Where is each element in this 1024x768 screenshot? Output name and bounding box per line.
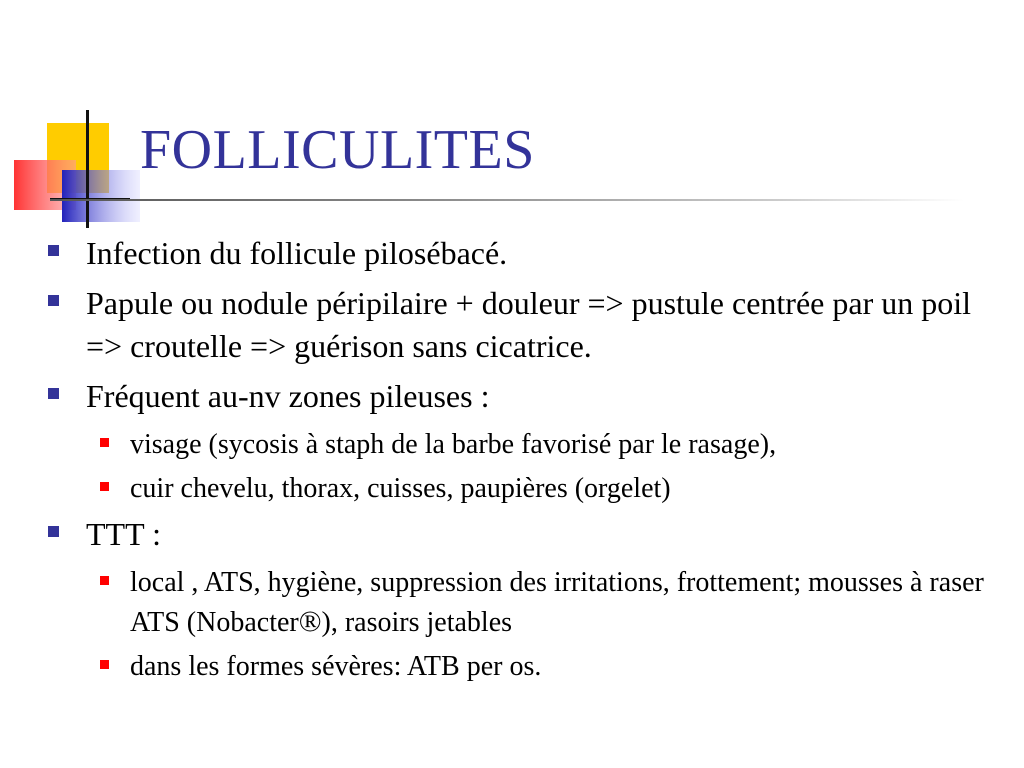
slide-title: FOLLICULITES (140, 119, 535, 181)
square-bullet-icon (48, 295, 59, 306)
bullet-list (44, 232, 984, 691)
list-item-text: Papule ou nodule péripilaire + douleur => pustule centrée par un poil => croutelle => guérison sans cicatrice. (86, 285, 971, 364)
sub-list-item (44, 647, 984, 686)
sub-list-item (44, 563, 984, 642)
list-item-text: TTT : (86, 516, 161, 552)
square-bullet-icon (100, 482, 109, 491)
square-bullet-icon (48, 526, 59, 537)
square-bullet-icon (100, 660, 109, 669)
list-item (44, 375, 984, 418)
sub-list-item-text-end: ), rasoirs jetables (321, 607, 513, 638)
sub-list-item (44, 469, 984, 508)
list-item (44, 513, 984, 556)
list-item (44, 282, 984, 368)
template-logo-icon (0, 0, 160, 240)
square-bullet-icon (100, 438, 109, 447)
list-item-text: Infection du follicule pilosébacé. (86, 235, 508, 271)
list-item-text: Fréquent au-nv zones pileuses : (86, 378, 490, 414)
title-divider (50, 199, 964, 201)
sub-list-item (44, 425, 984, 464)
square-bullet-icon (100, 576, 109, 585)
sub-list-item-text: visage (sycosis à staph de la barbe favorisé par le rasage), (130, 429, 777, 460)
sub-list-item-text: local , ATS, hygiène, suppression des irritations, frottement; mousses à raser ATS (Nobacter (130, 567, 984, 638)
square-bullet-icon (48, 245, 59, 256)
sub-list-item-text: cuir chevelu, thorax, cuisses, paupières (orgelet) (130, 473, 671, 504)
square-bullet-icon (48, 388, 59, 399)
sub-list-item-text: dans les formes sévères: ATB per os. (130, 651, 542, 682)
list-item (44, 232, 984, 275)
registered-mark: ® (298, 605, 322, 638)
